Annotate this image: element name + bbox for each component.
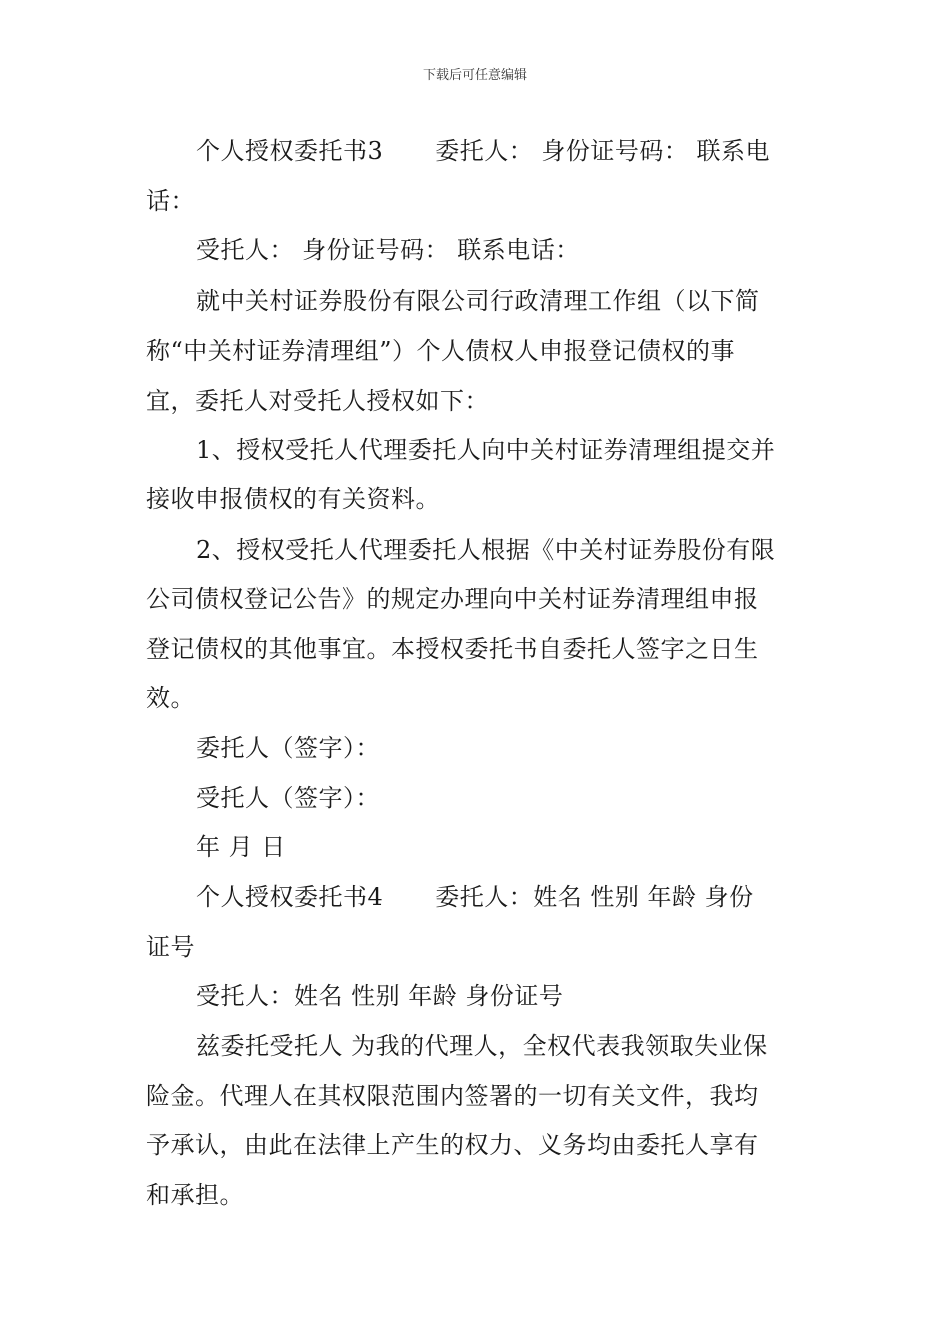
- doc3-title-line: [196, 136, 806, 166]
- doc3-item1-line2: 接收申报债权的有关资料。: [146, 485, 440, 513]
- doc4-para-line2: 险金。代理人在其权限范围内签署的一切有关文件，我均: [146, 1082, 759, 1110]
- doc4-trustee-fields: 受托人：姓名 性别 年龄 身份证号: [196, 982, 564, 1010]
- doc3-item1-line1: 1、授权受托人代理委托人向中关村证券清理组提交并: [196, 436, 776, 464]
- doc4-para-line3: 予承认，由此在法律上产生的权力、义务均由委托人享有: [146, 1131, 759, 1159]
- doc4-principal-fields: 委托人：姓名 性别 年龄 身份: [435, 883, 754, 911]
- doc3-para1-line2: 称“中关村证券清理组”）个人债权人申报登记债权的事: [146, 337, 736, 365]
- doc3-principal-fields-cont: 话：: [146, 187, 195, 215]
- doc3-title: 个人授权委托书3: [196, 137, 384, 165]
- doc3-item2-line2: 公司债权登记公告》的规定办理向中关村证券清理组申报: [146, 585, 759, 613]
- doc3-trustee-fields: 受托人： 身份证号码： 联系电话：: [196, 236, 580, 264]
- doc4-para-line4: 和承担。: [146, 1181, 244, 1209]
- page-header: 下载后可任意编辑: [422, 68, 527, 83]
- doc3-para1-line1: 就中关村证券股份有限公司行政清理工作组（以下简: [196, 287, 760, 315]
- doc4-title-line: [196, 882, 806, 912]
- doc3-item2-line3: 登记债权的其他事宜。本授权委托书自委托人签字之日生: [146, 635, 759, 663]
- doc4-principal-fields-cont: 证号: [146, 933, 195, 961]
- doc3-principal-signature: 委托人（签字）：: [196, 734, 380, 762]
- doc3-item2-line4: 效。: [146, 684, 195, 712]
- doc4-title: 个人授权委托书4: [196, 883, 384, 911]
- doc3-item2-line1: 2、授权受托人代理委托人根据《中关村证券股份有限: [196, 536, 776, 564]
- doc3-para1-line3: 宜，委托人对受托人授权如下：: [146, 387, 489, 415]
- doc4-para-line1: 兹委托受托人 为我的代理人，全权代表我领取失业保: [196, 1032, 768, 1060]
- doc3-trustee-signature: 受托人（签字）：: [196, 784, 380, 812]
- doc3-principal-fields: 委托人： 身份证号码： 联系电: [435, 137, 771, 165]
- doc3-date: 年 月 日: [196, 833, 286, 861]
